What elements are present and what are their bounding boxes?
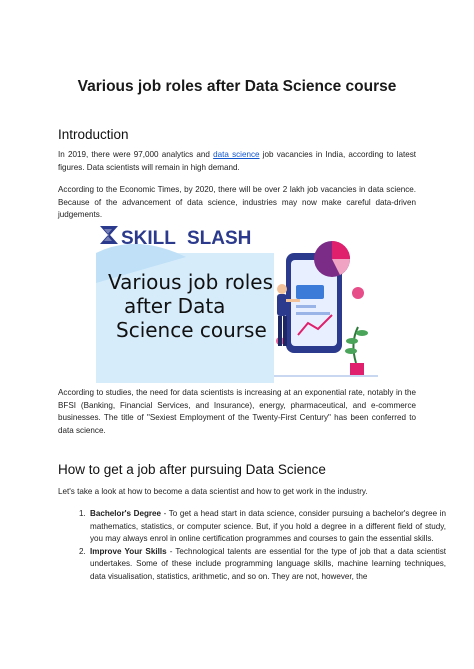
how-to-get-job-heading: How to get a job after pursuing Data Science bbox=[58, 462, 326, 477]
data-science-link[interactable]: data science bbox=[213, 150, 260, 159]
pie-chart-graphic bbox=[314, 241, 350, 277]
list-item-text: - To get a head start in data science, consider pursuing a bachelor's degree in mathematics, statistics, or computer science. But, if you hold a degree in a different field of study, you may always enrol in online certification programmes and courses to gain the essential skills. bbox=[90, 509, 446, 544]
list-item-label: Improve Your Skills bbox=[90, 546, 167, 556]
how-intro-paragraph: Let's take a look at how to become a data scientist and how to get work in the industry. bbox=[58, 487, 368, 496]
intro-paragraph-2: According to the Economic Times, by 2020, there will be over 2 lakh job vacancies in data science. Because of the advancement of data science, industries may now make careful data-driven judgements. bbox=[58, 185, 416, 220]
list-item bbox=[88, 508, 446, 546]
banner-line-1: Various job roles bbox=[108, 270, 273, 294]
banner-line-2: after Data bbox=[124, 294, 226, 318]
course-banner-image bbox=[96, 223, 378, 383]
after-image-paragraph: According to studies, the need for data scientists is increasing at an exponential rate, notably in the BFSI (Banking, Financial Services, and Insurance), energy, pharmaceutical, and e-commerce businesses. The title of "Sexiest Employment of the Twenty-First Century" has been conferred to data science. bbox=[58, 388, 416, 435]
banner-line-3: Science course bbox=[116, 318, 267, 342]
list-item-label: Bachelor's Degree bbox=[90, 509, 162, 518]
intro-paragraph-1 bbox=[58, 149, 416, 174]
list-item-text: - Technological talents are essential for the type of job that a data scientist undertakes. Some of these include programming language skills, machine learning techniques, data visualisation, statistics, arithmetic, and so on. They are not, however, the bbox=[90, 546, 446, 581]
brand-name-slash: SLASH bbox=[187, 228, 252, 249]
intro-text-before: In 2019, there were 97,000 analytics and bbox=[58, 150, 214, 159]
brand-name-skill: SKILL bbox=[121, 228, 176, 249]
steps-list bbox=[58, 508, 446, 584]
document-title: Various job roles after Data Science course bbox=[77, 78, 397, 95]
intro-text-after: job vacancies in India, according to latest figures. Data scientists will remain in high demand. bbox=[58, 150, 416, 172]
introduction-heading: Introduction bbox=[58, 127, 129, 142]
list-item bbox=[88, 546, 446, 584]
